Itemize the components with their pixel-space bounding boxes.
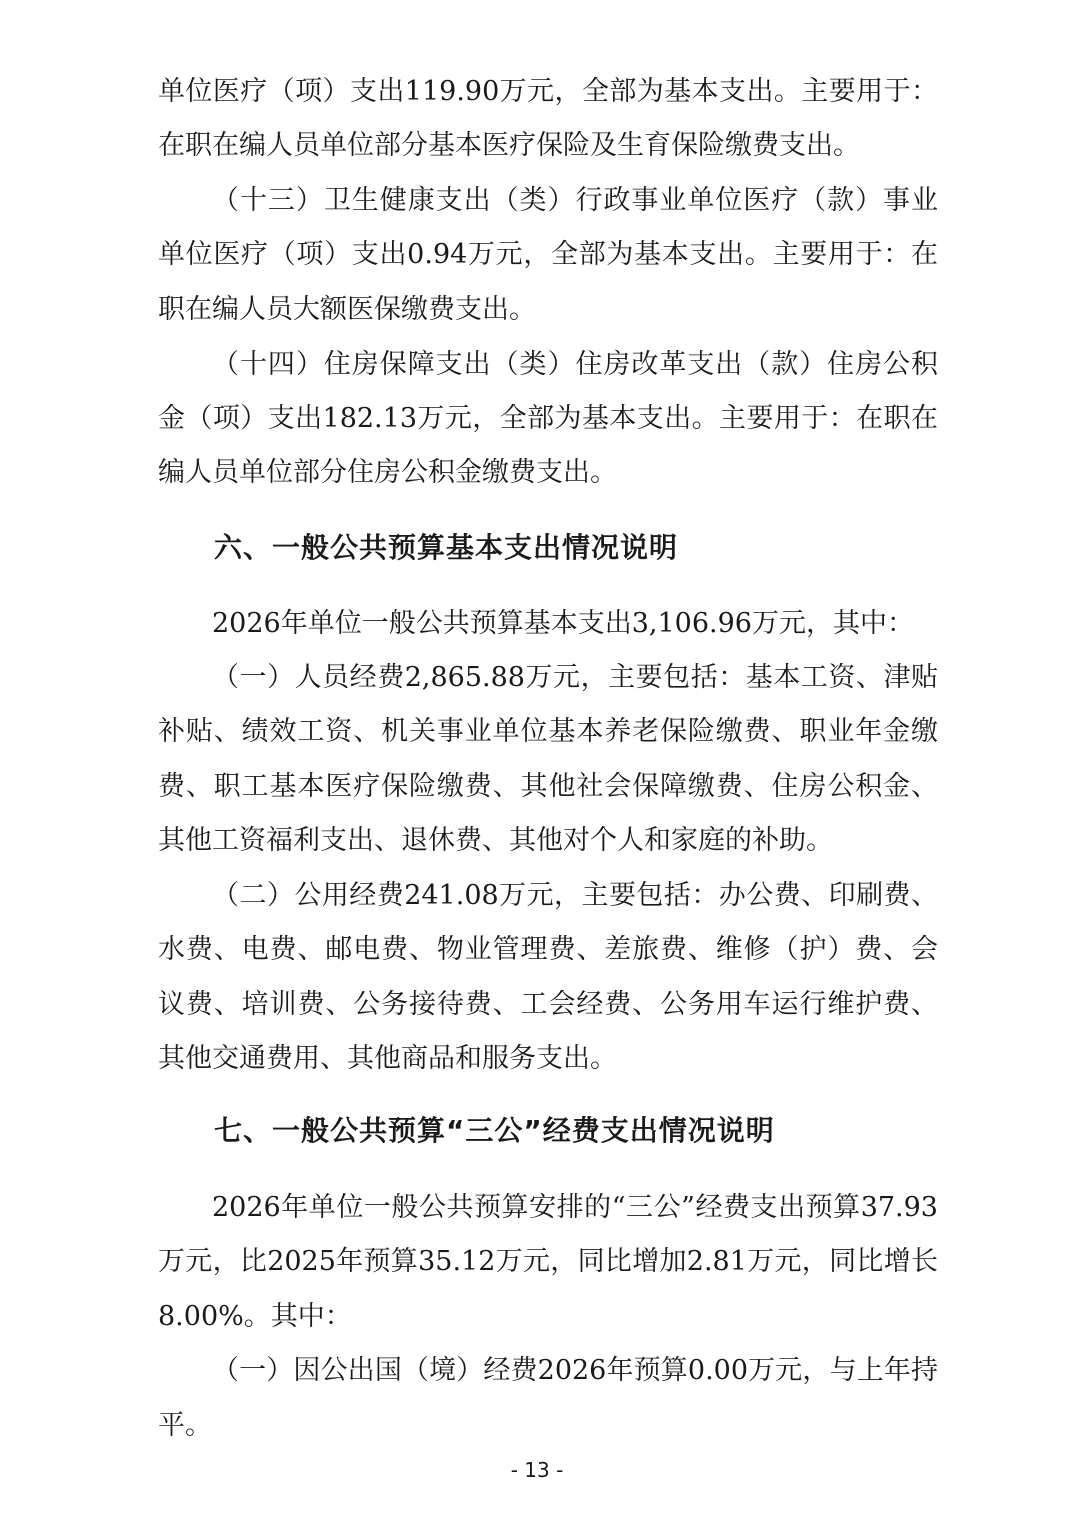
paragraph-line: 单位医疗（项）支出0.94万元，全部为基本支出。主要用于：在	[158, 239, 938, 270]
paragraph-line: 职在编人员大额医保缴费支出。	[158, 294, 536, 325]
paragraph-line: 费、职工基本医疗保险缴费、其他社会保障缴费、住房公积金、	[158, 771, 938, 802]
paragraph-line: 2026年单位一般公共预算安排的“三公”经费支出预算37.93	[212, 1192, 938, 1223]
section-heading-6: 六、一般公共预算基本支出情况说明	[214, 531, 679, 564]
paragraph-line: （十三）卫生健康支出（类）行政事业单位医疗（款）事业	[212, 185, 938, 216]
paragraph-line: 其他工资福利支出、退休费、其他对个人和家庭的补助。	[158, 825, 833, 856]
paragraph-line: 8.00%。其中：	[158, 1301, 352, 1332]
paragraph-line: 其他交通费用、其他商品和服务支出。	[158, 1043, 617, 1074]
paragraph-line: 编人员单位部分住房公积金缴费支出。	[158, 457, 617, 488]
paragraph-line: （一）人员经费2,865.88万元，主要包括：基本工资、津贴	[212, 662, 938, 693]
section-heading-7: 七、一般公共预算“三公”经费支出情况说明	[214, 1114, 775, 1147]
page-number: - 13 -	[510, 1458, 564, 1482]
paragraph-line: （十四）住房保障支出（类）住房改革支出（款）住房公积	[212, 349, 938, 380]
paragraph-line: 补贴、绩效工资、机关事业单位基本养老保险缴费、职业年金缴	[158, 716, 938, 747]
paragraph-line: 万元，比2025年预算35.12万元，同比增加2.81万元，同比增长	[158, 1246, 938, 1277]
paragraph-line: （一）因公出国（境）经费2026年预算0.00万元，与上年持	[212, 1355, 938, 1386]
paragraph-line: 水费、电费、邮电费、物业管理费、差旅费、维修（护）费、会	[158, 934, 938, 965]
paragraph-line: 在职在编人员单位部分基本医疗保险及生育保险缴费支出。	[158, 130, 860, 161]
paragraph-line: （二）公用经费241.08万元，主要包括：办公费、印刷费、	[212, 880, 938, 911]
paragraph-line: 2026年单位一般公共预算基本支出3,106.96万元，其中：	[212, 608, 914, 639]
paragraph-line: 平。	[158, 1410, 212, 1441]
paragraph-line: 单位医疗（项）支出119.90万元，全部为基本支出。主要用于：	[158, 76, 938, 107]
paragraph-line: 金（项）支出182.13万元，全部为基本支出。主要用于：在职在	[158, 403, 938, 434]
paragraph-line: 议费、培训费、公务接待费、工会经费、公务用车运行维护费、	[158, 989, 938, 1020]
